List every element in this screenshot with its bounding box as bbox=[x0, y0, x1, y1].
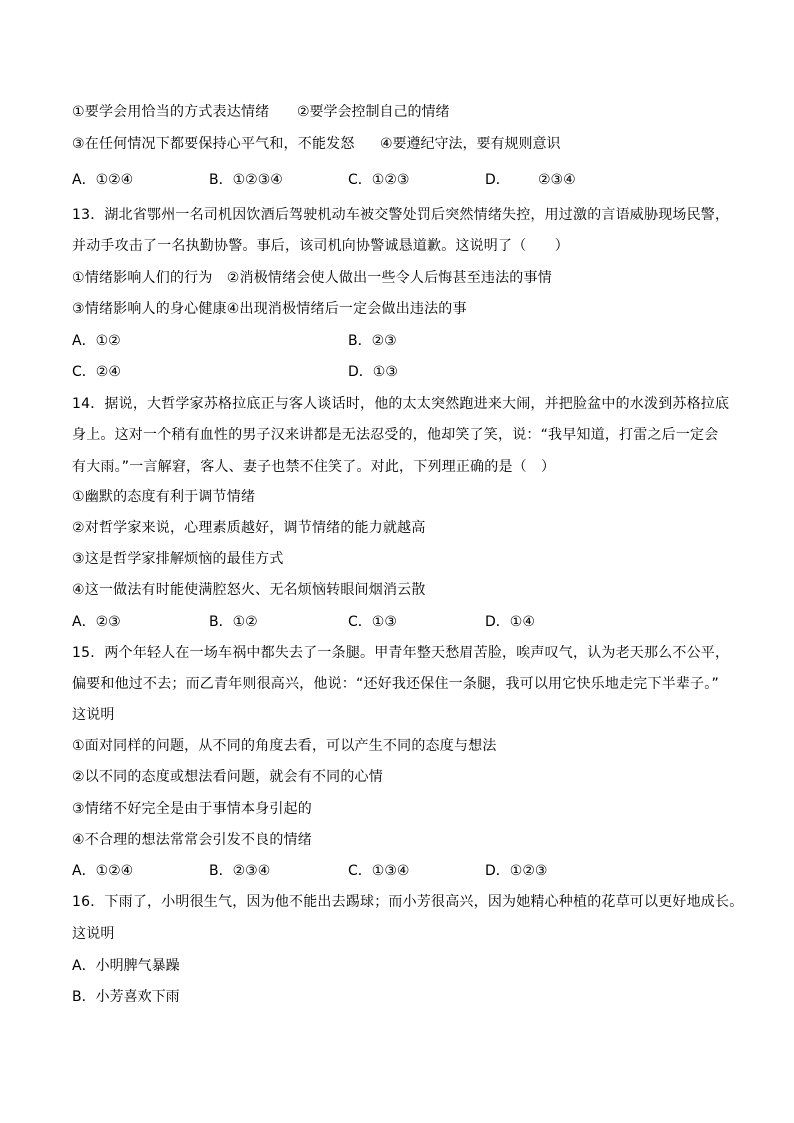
q13-option-d[interactable]: D．①③ bbox=[348, 364, 398, 380]
q16-option-a[interactable]: A．小明脾气暴躁 bbox=[72, 958, 180, 974]
intro-option-d-value[interactable]: ②③④ bbox=[538, 172, 576, 188]
q13-stem-line-2: 并动手攻击了一名执勤协警。事后，该司机向协警诚恳道歉。这说明了（ ） bbox=[72, 238, 569, 254]
q15-option-c[interactable]: C．①③④ bbox=[348, 863, 410, 879]
intro-item-1: ①要学会用恰当的方式表达情绪 bbox=[72, 104, 270, 120]
q14-item-4: ④这一做法有时能使满腔怒火、无名烦恼转眼间烟消云散 bbox=[72, 582, 426, 598]
q14-stem-line-1: 14．据说，大哲学家苏格拉底正与客人谈话时，他的太太突然跑进来大闹，并把脸盆中的水泼到苏格拉底 bbox=[72, 396, 730, 412]
q16-stem-line-2: 这说明 bbox=[72, 926, 115, 942]
q15-item-3: ③情绪不好完全是由于事情本身引起的 bbox=[72, 801, 312, 817]
q13-option-c[interactable]: C．②④ bbox=[72, 364, 121, 380]
q13-option-a[interactable]: A．①② bbox=[72, 333, 121, 349]
intro-item-4: ④要遵纪守法，要有规则意识 bbox=[380, 136, 561, 152]
q16-stem-line-1: 16．下雨了，小明很生气，因为他不能出去踢球；而小芳很高兴，因为她精心种植的花草可以更好地成长。 bbox=[72, 894, 744, 910]
q14-stem-line-2: 身上。这对一个稍有血性的男子汉来讲都是无法忍受的，他却笑了笑，说：“我早知道，打雷之后一定会 bbox=[72, 427, 719, 443]
q13-option-b[interactable]: B．②③ bbox=[348, 333, 397, 349]
q13-item-2: ③情绪影响人的身心健康④出现消极情绪后一定会做出违法的事 bbox=[72, 301, 467, 317]
intro-item-2: ②要学会控制自己的情绪 bbox=[297, 104, 450, 120]
q16-option-b[interactable]: B．小芳喜欢下雨 bbox=[72, 989, 180, 1005]
q14-stem-line-3: 有大雨。”一言解窘，客人、妻子也禁不住笑了。对此，下列理正确的是（ ） bbox=[72, 459, 556, 475]
q15-option-b[interactable]: B．②③④ bbox=[209, 863, 271, 879]
q14-option-a[interactable]: A．②③ bbox=[72, 614, 121, 630]
q14-item-2: ②对哲学家来说，心理素质越好，调节情绪的能力就越高 bbox=[72, 520, 426, 536]
q15-stem-line-3: 这说明 bbox=[72, 707, 115, 723]
intro-option-d-label[interactable]: D． bbox=[485, 172, 510, 188]
q15-stem-line-2: 偏要和他过不去；而乙青年则很高兴，他说：“还好我还保住一条腿，我可以用它快乐地走完下半辈子。” bbox=[72, 676, 719, 692]
q14-option-c[interactable]: C．①③ bbox=[348, 614, 397, 630]
q15-item-4: ④不合理的想法常常会引发不良的情绪 bbox=[72, 832, 312, 848]
q15-stem-line-1: 15．两个年轻人在一场车祸中都失去了一条腿。甲青年整天愁眉苦脸，唉声叹气，认为老天那么不公平， bbox=[72, 645, 730, 661]
intro-option-c[interactable]: C．①②③ bbox=[348, 172, 410, 188]
q13-stem-line-1: 13．湖北省鄂州一名司机因饮酒后驾驶机动车被交警处罚后突然情绪失控，用过激的言语威胁现场民警， bbox=[72, 207, 730, 223]
q14-option-d[interactable]: D．①④ bbox=[485, 614, 535, 630]
q15-option-d[interactable]: D．①②③ bbox=[485, 863, 548, 879]
q15-item-1: ①面对同样的问题，从不同的角度去看，可以产生不同的态度与想法 bbox=[72, 738, 497, 754]
q14-item-3: ③这是哲学家排解烦恼的最佳方式 bbox=[72, 551, 284, 567]
q13-item-1: ①情绪影响人们的行为 ②消极情绪会使人做出一些令人后悔甚至违法的事情 bbox=[72, 270, 552, 286]
q15-item-2: ②以不同的态度或想法看问题，就会有不同的心情 bbox=[72, 769, 383, 785]
q15-option-a[interactable]: A．①②④ bbox=[72, 863, 134, 879]
q14-option-b[interactable]: B．①② bbox=[209, 614, 258, 630]
intro-option-b[interactable]: B．①②③④ bbox=[209, 172, 283, 188]
intro-option-a[interactable]: A．①②④ bbox=[72, 172, 134, 188]
intro-item-3: ③在任何情况下都要保持心平气和，不能发怒 bbox=[72, 136, 355, 152]
q14-item-1: ①幽默的态度有利于调节情绪 bbox=[72, 489, 256, 505]
